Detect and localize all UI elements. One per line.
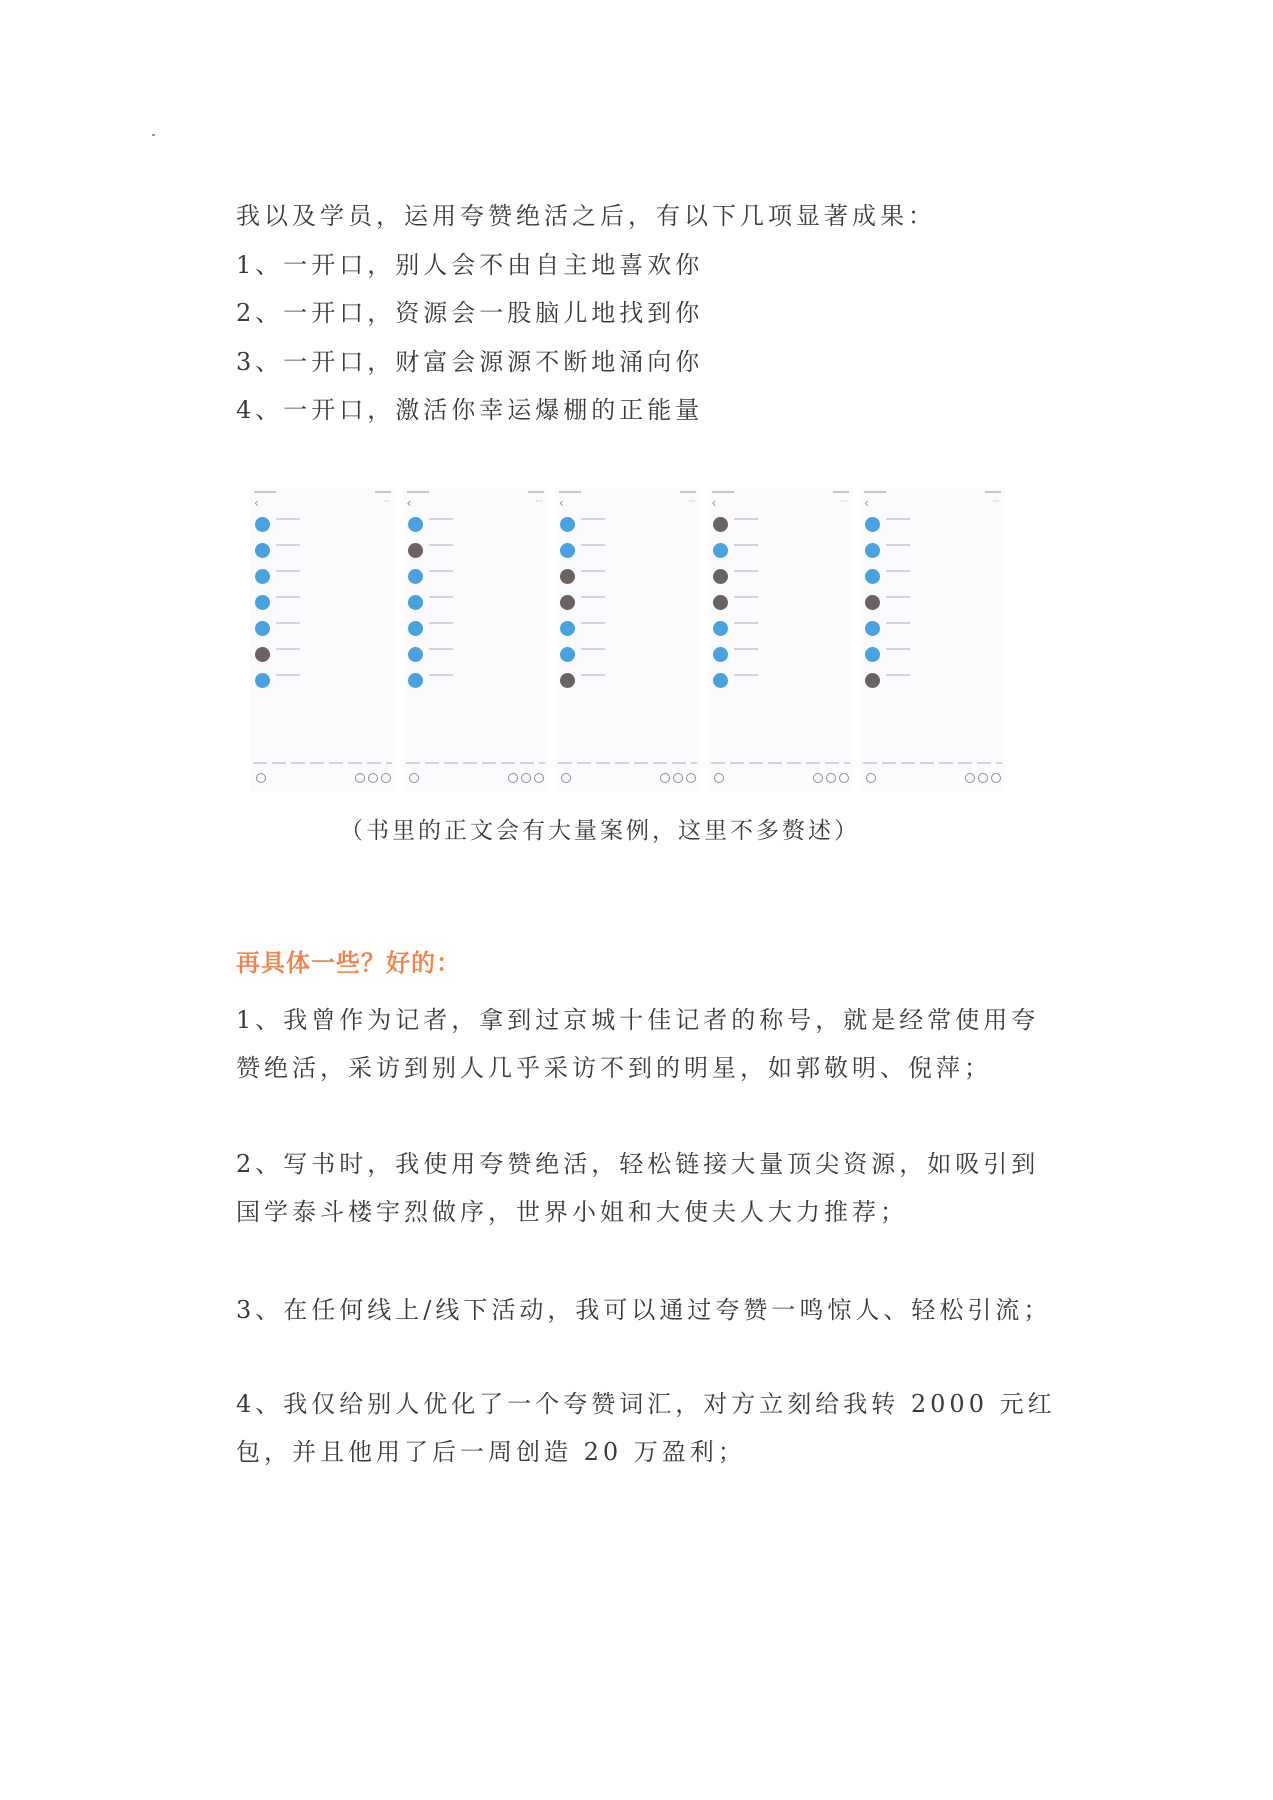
- chat-message: [408, 621, 544, 636]
- phone-screenshot: [250, 487, 395, 793]
- avatar: [255, 647, 270, 662]
- detail-1-line-1: 1、我曾作为记者，拿到过京城十佳记者的称号，就是经常使用夸: [236, 1006, 1040, 1034]
- chat-message: [865, 621, 1001, 636]
- intro-item-4: 4、一开口，激活你幸运爆棚的正能量: [236, 396, 704, 424]
- send-icon: [991, 773, 1001, 783]
- avatar: [408, 621, 423, 636]
- detail-2-line-1: 2、写书时，我使用夸赞绝活，轻松链接大量顶尖资源，如吸引到: [236, 1150, 1040, 1178]
- voice-icon: [409, 773, 419, 783]
- plus-icon: [673, 773, 683, 783]
- avatar: [865, 517, 880, 532]
- avatar: [865, 543, 880, 558]
- chat-message: [560, 517, 696, 532]
- more-icon: ⋯: [840, 497, 848, 505]
- emoji-icon: [965, 773, 975, 783]
- chat-header: [555, 498, 700, 512]
- avatar: [865, 673, 880, 688]
- avatar: [408, 543, 423, 558]
- chat-message: [865, 517, 1001, 532]
- plus-icon: [978, 773, 988, 783]
- avatar: [255, 543, 270, 558]
- input-bar: [708, 773, 853, 787]
- chat-message: [255, 569, 391, 584]
- quick-reply-bar: [558, 761, 697, 765]
- phone-screenshot: [403, 487, 548, 793]
- detail-1-line-2: 赞绝活，采访到别人几乎采访不到的明星，如郭敬明、倪萍；: [236, 1054, 992, 1082]
- detail-3-line-1: 3、在任何线上/线下活动，我可以通过夸赞一鸣惊人、轻松引流；: [236, 1296, 1052, 1324]
- intro-item-1: 1、一开口，别人会不由自主地喜欢你: [236, 251, 704, 279]
- chat-message: [255, 543, 391, 558]
- quick-reply-bar: [711, 761, 850, 765]
- voice-icon: [256, 773, 266, 783]
- intro-heading: 我以及学员，运用夸赞绝活之后，有以下几项显著成果：: [236, 202, 936, 230]
- emoji-icon: [508, 773, 518, 783]
- avatar: [408, 647, 423, 662]
- chat-message: [408, 569, 544, 584]
- chat-message: [865, 673, 1001, 688]
- chat-message: [560, 647, 696, 662]
- chat-message: [713, 647, 849, 662]
- detail-4-line-2: 包，并且他用了后一周创造 20 万盈利；: [236, 1438, 746, 1466]
- back-arrow-icon: ‹: [406, 496, 412, 510]
- status-bar: [254, 489, 391, 495]
- chat-message: [865, 543, 1001, 558]
- quick-reply-bar: [406, 761, 545, 765]
- avatar: [713, 673, 728, 688]
- avatar: [560, 647, 575, 662]
- message-list: [408, 517, 544, 699]
- avatar: [713, 517, 728, 532]
- plus-icon: [826, 773, 836, 783]
- voice-icon: [866, 773, 876, 783]
- chat-message: [560, 543, 696, 558]
- input-bar: [860, 773, 1005, 787]
- detail-4-line-1: 4、我仅给别人优化了一个夸赞词汇，对方立刻给我转 2000 元红: [236, 1390, 1056, 1418]
- quick-reply-bar: [863, 761, 1002, 765]
- avatar: [713, 569, 728, 584]
- chat-screenshots: [250, 487, 1005, 793]
- chat-message: [408, 517, 544, 532]
- status-bar: [864, 489, 1001, 495]
- avatar: [865, 621, 880, 636]
- status-bar: [712, 489, 849, 495]
- avatar: [560, 569, 575, 584]
- plus-icon: [521, 773, 531, 783]
- voice-icon: [561, 773, 571, 783]
- avatar: [408, 595, 423, 610]
- chat-message: [560, 621, 696, 636]
- avatar: [560, 517, 575, 532]
- voice-icon: [714, 773, 724, 783]
- plus-icon: [368, 773, 378, 783]
- avatar: [408, 517, 423, 532]
- back-arrow-icon: ‹: [711, 496, 717, 510]
- avatar: [713, 647, 728, 662]
- chat-message: [408, 543, 544, 558]
- avatar: [560, 543, 575, 558]
- avatar: [713, 543, 728, 558]
- chat-message: [560, 595, 696, 610]
- message-list: [255, 517, 391, 699]
- send-icon: [686, 773, 696, 783]
- chat-message: [560, 569, 696, 584]
- back-arrow-icon: ‹: [254, 496, 259, 510]
- send-icon: [381, 773, 391, 783]
- avatar: [255, 673, 270, 688]
- more-icon: ⋯: [383, 497, 390, 505]
- chat-message: [865, 595, 1001, 610]
- chat-message: [560, 673, 696, 688]
- back-arrow-icon: ‹: [864, 496, 869, 510]
- chat-header: [250, 498, 395, 512]
- chat-message: [713, 673, 849, 688]
- chat-message: [713, 621, 849, 636]
- avatar: [255, 569, 270, 584]
- chat-message: [255, 673, 391, 688]
- scan-speck: [152, 134, 155, 136]
- chat-header: [708, 498, 853, 512]
- chat-message: [713, 517, 849, 532]
- chat-header: [860, 498, 1005, 512]
- chat-message: [408, 673, 544, 688]
- avatar: [560, 621, 575, 636]
- chat-header: [403, 498, 548, 512]
- message-list: [865, 517, 1001, 699]
- chat-message: [713, 543, 849, 558]
- emoji-icon: [660, 773, 670, 783]
- avatar: [408, 569, 423, 584]
- send-icon: [839, 773, 849, 783]
- emoji-icon: [355, 773, 365, 783]
- avatar: [408, 673, 423, 688]
- screenshot-caption: （书里的正文会有大量案例，这里不多赘述）: [340, 818, 860, 844]
- input-bar: [403, 773, 548, 787]
- section-heading: 再具体一些？好的：: [236, 949, 461, 977]
- avatar: [560, 673, 575, 688]
- avatar: [865, 569, 880, 584]
- avatar: [255, 595, 270, 610]
- chat-message: [255, 621, 391, 636]
- detail-2-line-2: 国学泰斗楼宇烈做序，世界小姐和大使夫人大力推荐；: [236, 1198, 908, 1226]
- phone-screenshot: [708, 487, 853, 793]
- avatar: [255, 621, 270, 636]
- status-bar: [407, 489, 544, 495]
- chat-message: [255, 517, 391, 532]
- intro-item-2: 2、一开口，资源会一股脑儿地找到你: [236, 299, 704, 327]
- avatar: [713, 595, 728, 610]
- input-bar: [250, 773, 395, 787]
- status-bar: [559, 489, 696, 495]
- chat-message: [408, 647, 544, 662]
- back-arrow-icon: ‹: [559, 496, 564, 510]
- input-bar: [555, 773, 700, 787]
- phone-screenshot: [860, 487, 1005, 793]
- chat-message: [865, 647, 1001, 662]
- chat-message: [255, 647, 391, 662]
- avatar: [865, 647, 880, 662]
- chat-message: [255, 595, 391, 610]
- intro-item-3: 3、一开口，财富会源源不断地涌向你: [236, 348, 704, 376]
- quick-reply-bar: [253, 761, 392, 765]
- chat-message: [713, 595, 849, 610]
- message-list: [560, 517, 696, 699]
- avatar: [560, 595, 575, 610]
- more-icon: ⋯: [688, 497, 695, 505]
- emoji-icon: [813, 773, 823, 783]
- more-icon: ⋯: [535, 497, 543, 505]
- chat-message: [713, 569, 849, 584]
- message-list: [713, 517, 849, 699]
- avatar: [255, 517, 270, 532]
- chat-message: [408, 595, 544, 610]
- chat-message: [865, 569, 1001, 584]
- avatar: [713, 621, 728, 636]
- more-icon: ⋯: [993, 497, 1000, 505]
- send-icon: [534, 773, 544, 783]
- avatar: [865, 595, 880, 610]
- phone-screenshot: [555, 487, 700, 793]
